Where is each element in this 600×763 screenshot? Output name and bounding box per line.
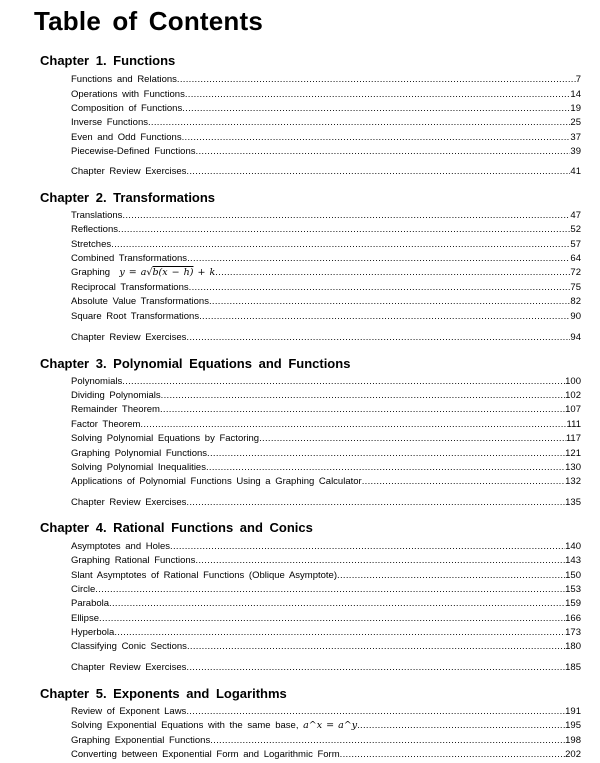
- entry-title: Piecewise-Defined Functions: [71, 146, 196, 157]
- toc-entry[interactable]: [71, 461, 581, 475]
- entry-page: 117: [565, 433, 581, 444]
- entry-title: Graphing Polynomial Functions: [71, 448, 208, 459]
- entry-page: 37: [570, 132, 581, 143]
- leader-dots: [170, 540, 565, 554]
- entry-title: Chapter Review Exercises: [71, 166, 187, 177]
- toc-entry[interactable]: [71, 73, 581, 87]
- entry-title: Converting between Exponential Form and Logarithmic Form: [71, 749, 340, 760]
- toc-entry[interactable]: [71, 209, 581, 223]
- leader-dots: [160, 403, 565, 417]
- entry-title: Combined Transformations: [71, 253, 188, 264]
- math-formula: [119, 267, 215, 278]
- entry-title: Graphing Rational Functions: [71, 555, 196, 566]
- toc-entry[interactable]: [71, 705, 581, 719]
- toc-entry[interactable]: [71, 389, 581, 403]
- entry-text: Solving Exponential Equations with the same base,: [71, 720, 299, 731]
- entry-title: Stretches: [71, 239, 112, 250]
- toc-entry[interactable]: [71, 131, 581, 145]
- chapter-heading: Chapter 3. Polynomial Equations and Functions: [40, 356, 351, 371]
- leader-dots: [186, 165, 570, 179]
- entry-page: 159: [565, 598, 581, 609]
- entry-title: Classifying Conic Sections: [71, 641, 187, 652]
- toc-entry[interactable]: [71, 583, 581, 597]
- entry-title: Remainder Theorem: [71, 404, 160, 415]
- toc-entry[interactable]: [71, 554, 581, 568]
- leader-dots: [209, 295, 570, 309]
- entry-page: 100: [565, 376, 581, 387]
- entry-page: 19: [570, 103, 581, 114]
- leader-dots: [186, 705, 565, 719]
- math-formula: a^x = a^y: [303, 720, 358, 731]
- entry-title: Reciprocal Transformations: [71, 282, 189, 293]
- toc-entry[interactable]: [71, 569, 581, 583]
- toc-entry[interactable]: [71, 597, 581, 611]
- leader-dots: [199, 310, 570, 324]
- entry-title: [71, 266, 215, 280]
- entry-title: Operations with Functions: [71, 89, 185, 100]
- entry-page: 25: [570, 117, 581, 128]
- entry-title: Hyperbola: [71, 627, 115, 638]
- entry-page: 140: [565, 541, 581, 552]
- toc-entry[interactable]: [71, 612, 581, 626]
- entry-title: Square Root Transformations: [71, 311, 200, 322]
- entry-title: Applications of Polynomial Functions Using a Graphing Calculator: [71, 476, 362, 487]
- toc-entry[interactable]: [71, 375, 581, 389]
- entry-title: Translations: [71, 210, 123, 221]
- leader-dots: [148, 116, 570, 130]
- leader-dots: [206, 461, 565, 475]
- leader-dots: [187, 252, 570, 266]
- leader-dots: [118, 223, 570, 237]
- leader-dots: [140, 418, 566, 432]
- toc-entry[interactable]: [71, 88, 581, 102]
- entry-page: 75: [570, 282, 581, 293]
- toc-entry[interactable]: [71, 281, 581, 295]
- entry-page: 191: [565, 706, 581, 717]
- entry-title: Chapter Review Exercises: [71, 662, 187, 673]
- entry-page: 130: [565, 462, 581, 473]
- entry-title: Chapter Review Exercises: [71, 332, 187, 343]
- toc-entry-review[interactable]: [71, 331, 581, 345]
- entry-title: Asymptotes and Holes: [71, 541, 171, 552]
- entry-title: Slant Asymptotes of Rational Functions (Oblique Asymptote): [71, 570, 337, 581]
- leader-dots: [337, 569, 565, 583]
- entry-page: 72: [570, 267, 581, 278]
- toc-entry[interactable]: [71, 432, 581, 446]
- math-lhs: y = a: [119, 267, 147, 278]
- entry-text: Graphing: [71, 267, 111, 278]
- entry-page: 143: [565, 555, 581, 566]
- leader-dots: [259, 432, 566, 446]
- entry-page: 150: [565, 570, 581, 581]
- leader-dots: [122, 209, 570, 223]
- toc-entry[interactable]: [71, 640, 581, 654]
- chapter-heading: Chapter 4. Rational Functions and Conics: [40, 520, 313, 535]
- toc-entry[interactable]: [71, 403, 581, 417]
- entry-title: Composition of Functions: [71, 103, 183, 114]
- entry-page: 7: [575, 74, 581, 85]
- toc-entry[interactable]: [71, 626, 581, 640]
- entry-page: 198: [565, 735, 581, 746]
- leader-dots: [207, 447, 565, 461]
- entry-page: 14: [570, 89, 581, 100]
- entry-page: 41: [570, 166, 581, 177]
- leader-dots: [111, 238, 570, 252]
- entry-page: 135: [565, 497, 581, 508]
- toc-entry[interactable]: [71, 540, 581, 554]
- entry-title: Circle: [71, 584, 96, 595]
- leader-dots: [99, 612, 565, 626]
- toc-entry[interactable]: [71, 116, 581, 130]
- toc-entry[interactable]: [71, 252, 581, 266]
- toc-entry[interactable]: [71, 295, 581, 309]
- entry-title: Parabola: [71, 598, 110, 609]
- entry-page: 173: [565, 627, 581, 638]
- entry-page: 90: [570, 311, 581, 322]
- entry-page: 47: [570, 210, 581, 221]
- chapter-heading: Chapter 5. Exponents and Logarithms: [40, 686, 287, 701]
- leader-dots: [357, 719, 565, 733]
- toc-entry[interactable]: [71, 238, 581, 252]
- leader-dots: [182, 131, 571, 145]
- leader-dots: [161, 389, 565, 403]
- toc-entry-review[interactable]: [71, 165, 581, 179]
- entry-page: 180: [565, 641, 581, 652]
- toc-entry[interactable]: [71, 145, 581, 159]
- entry-title: Solving Polynomial Equations by Factoring: [71, 433, 260, 444]
- toc-entry[interactable]: [71, 748, 581, 762]
- entry-page: 82: [570, 296, 581, 307]
- entry-page: 94: [570, 332, 581, 343]
- entry-page: 153: [565, 584, 581, 595]
- leader-dots: [215, 266, 570, 280]
- leader-dots: [109, 597, 565, 611]
- entry-title: Even and Odd Functions: [71, 132, 182, 143]
- leader-dots: [177, 73, 576, 87]
- leader-dots: [362, 475, 565, 489]
- entry-title: Factor Theorem: [71, 419, 141, 430]
- leader-dots: [195, 554, 565, 568]
- entry-title: Chapter Review Exercises: [71, 497, 187, 508]
- leader-dots: [186, 661, 565, 675]
- toc-entry[interactable]: [71, 223, 581, 237]
- entry-page: 52: [570, 224, 581, 235]
- leader-dots: [340, 748, 566, 762]
- leader-dots: [187, 640, 565, 654]
- entry-title: Solving Polynomial Inequalities: [71, 462, 206, 473]
- entry-title: Graphing Exponential Functions: [71, 735, 211, 746]
- chapter-heading: Chapter 1. Functions: [40, 53, 176, 68]
- leader-dots: [186, 331, 570, 345]
- math-radicand: b(x − h): [152, 267, 194, 278]
- entry-title: Functions and Relations: [71, 74, 177, 85]
- toc-entry[interactable]: [71, 102, 581, 116]
- entry-page: 121: [565, 448, 581, 459]
- entry-page: 102: [565, 390, 581, 401]
- entry-page: 64: [570, 253, 581, 264]
- entry-title: Absolute Value Transformations: [71, 296, 209, 307]
- toc-entry[interactable]: [71, 418, 581, 432]
- entry-page: 166: [565, 613, 581, 624]
- leader-dots: [182, 102, 570, 116]
- entry-page: 111: [566, 419, 581, 430]
- entry-page: 202: [565, 749, 581, 760]
- entry-title: Polynomials: [71, 376, 123, 387]
- entry-title: Review of Exponent Laws: [71, 706, 187, 717]
- toc-entry[interactable]: [71, 475, 581, 489]
- toc-entry-review[interactable]: [71, 496, 581, 510]
- entry-page: 132: [565, 476, 581, 487]
- entry-title: Inverse Functions: [71, 117, 148, 128]
- toc-entry-graphing-radical[interactable]: [71, 266, 581, 280]
- leader-dots: [210, 734, 565, 748]
- toc-entry[interactable]: [71, 310, 581, 324]
- entry-title: Reflections: [71, 224, 118, 235]
- entry-page: 107: [565, 404, 581, 415]
- leader-dots: [185, 88, 571, 102]
- leader-dots: [114, 626, 565, 640]
- toc-entry-review[interactable]: [71, 661, 581, 675]
- radical-sign: √: [146, 267, 153, 278]
- entry-title: Ellipse: [71, 613, 99, 624]
- leader-dots: [196, 145, 571, 159]
- entry-page: 185: [565, 662, 581, 673]
- math-tail: + k: [197, 267, 216, 278]
- entry-title: Dividing Polynomials: [71, 390, 161, 401]
- toc-entry[interactable]: [71, 734, 581, 748]
- entry-page: 57: [570, 239, 581, 250]
- entry-page: 39: [570, 146, 581, 157]
- leader-dots: [189, 281, 571, 295]
- leader-dots: [122, 375, 565, 389]
- toc-entry-exponential-equation[interactable]: [71, 719, 581, 733]
- entry-title: [71, 719, 357, 733]
- toc-entry[interactable]: [71, 447, 581, 461]
- leader-dots: [186, 496, 565, 510]
- chapter-heading: Chapter 2. Transformations: [40, 190, 216, 205]
- leader-dots: [95, 583, 565, 597]
- entry-page: 195: [565, 720, 581, 731]
- page-title: Table of Contents: [34, 6, 264, 36]
